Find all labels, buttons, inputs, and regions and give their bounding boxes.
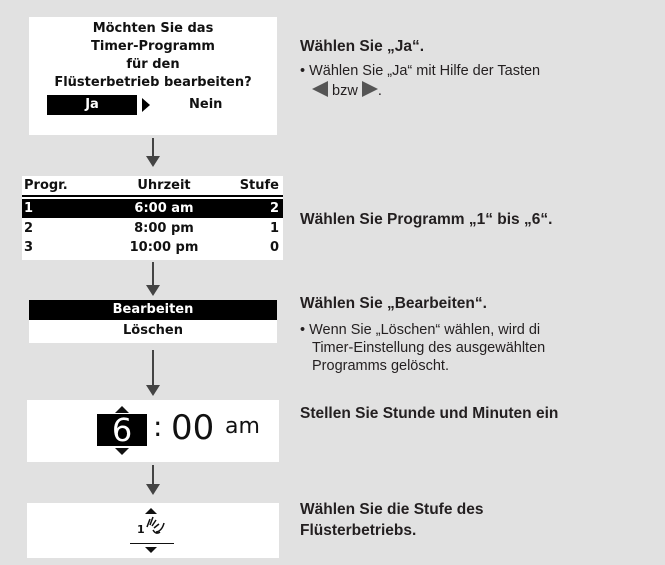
cell-program: 2 [24,221,34,236]
cell-time: 6:00 am [134,201,194,216]
step3-heading: Wählen Sie „Bearbeiten“. [300,295,487,312]
step1-heading: Wählen Sie „Ja“. [300,38,425,55]
step5-heading: Flüsterbetriebs. [300,522,417,539]
decrease-arrow-icon[interactable] [115,448,129,455]
ampm-label: am [225,414,260,439]
question-line: Möchten Sie das [92,21,214,36]
level-underline [130,543,174,544]
step3-bullet: Timer-Einstellung des ausgewählten [312,340,546,356]
cell-time: 8:00 pm [134,221,194,236]
confirm-edit-screen [29,17,277,135]
step1-bullet-line2 [312,81,382,99]
decrease-arrow-icon[interactable] [145,547,157,553]
table-header [22,176,283,197]
yes-option[interactable] [47,95,137,115]
left-key-icon [312,81,328,97]
arrow-right-icon [142,98,150,112]
program-table [22,176,283,260]
cell-level: 0 [269,240,279,255]
header-time: Uhrzeit [137,178,191,193]
step2-heading: Wählen Sie Programm „1“ bis „6“. [300,211,553,228]
table-row[interactable] [22,199,283,218]
question-line: Timer-Programm [91,39,215,54]
cell-time: 10:00 pm [129,240,199,255]
step3-bullet: • Wenn Sie „Löschen“ wählen, wird di [300,322,541,338]
increase-arrow-icon[interactable] [145,508,157,514]
time-setting-screen [27,400,279,462]
hand-icon [144,515,168,537]
edit-delete-menu [29,300,277,343]
header-level: Stufe [239,178,279,193]
down-arrow-icon [152,465,154,485]
yes-label: Ja [85,97,99,112]
cell-program: 3 [24,240,34,255]
time-colon: : [153,410,163,443]
step4-heading: Stellen Sie Stunde und Minuten ein [300,405,559,422]
header-progr: Progr. [24,178,68,193]
step1-bullet: • Wählen Sie „Ja“ mit Hilfe der Tasten [300,63,541,79]
edit-option[interactable]: Bearbeiten [29,300,277,320]
minutes-field[interactable]: 00 [171,408,215,448]
question-line: Flüsterbetrieb bearbeiten? [54,75,252,90]
cell-level: 1 [269,221,279,236]
table-row[interactable] [22,238,283,257]
question-line: für den [126,57,180,72]
cell-level: 2 [269,201,279,216]
hour-field[interactable]: 6 [97,414,147,446]
cell-program: 1 [24,201,34,216]
table-row[interactable] [22,219,283,238]
delete-option[interactable]: Löschen [123,323,183,338]
step3-bullet: Programms gelöscht. [312,358,449,374]
no-option[interactable]: Nein [189,97,223,112]
right-key-icon [362,81,378,97]
down-arrow-icon [152,262,154,286]
step5-heading: Wählen Sie die Stufe des [300,501,484,518]
bullet-text: bzw [332,83,358,99]
bullet-period: . [377,83,382,99]
down-arrow-icon [152,350,154,386]
down-arrow-icon [152,138,154,157]
level-number: 1 [137,523,145,536]
level-setting-screen [27,503,279,558]
